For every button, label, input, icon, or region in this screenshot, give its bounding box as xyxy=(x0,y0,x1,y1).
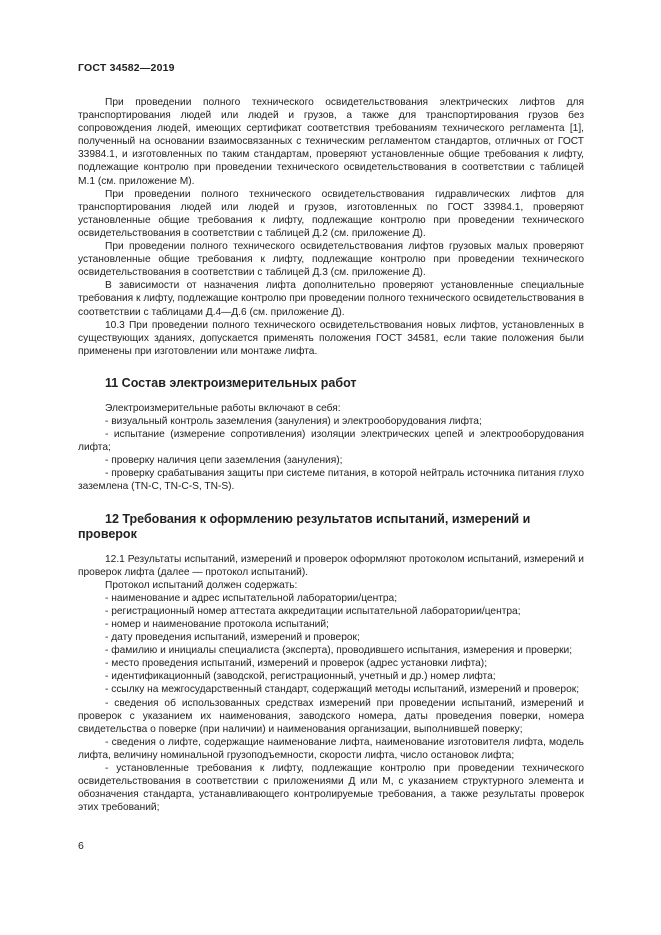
list-item: - проверку срабатывания защиты при системе питания, в которой нейтраль источника питания глухо заземлена (TN-C, TN-C-S, TN-S). xyxy=(78,468,584,493)
document-body xyxy=(78,96,584,814)
list-item: - место проведения испытаний, измерений и проверок (адрес установки лифта); xyxy=(105,658,488,670)
list-item: - сведения о лифте, содержащие наименование лифта, наименование изготовителя лифта, модель лифта, величину номинальной грузоподъемности, скорости лифта, число остановок лифта; xyxy=(78,736,584,761)
section-lead: Электроизмерительные работы включают в себя: xyxy=(105,402,341,414)
list-item: - проверку наличия цепи заземления (зануления); xyxy=(105,455,343,467)
list-item: - регистрационный номер аттестата аккредитации испытательной лаборатории/центра; xyxy=(105,605,521,617)
section-heading-12: 12 Требования к оформлению результатов испытаний, измерений и проверок xyxy=(78,511,531,541)
list-item: - установленные требования к лифту, подлежащие контролю при проведении технического освидетельствования в соответствии с приложениями Д или М, с указанием структурного элемента и обозначения стандарта, устанавливающего контролируемые требования, а также результаты проверок этих требований; xyxy=(78,763,584,814)
document-header: ГОСТ 34582—2019 xyxy=(78,62,175,74)
list-item: - сведения об использованных средствах измерений при проведении испытаний, измерений и проверок с указанием их наименования, заводского номера, даты проведения поверки, номера свидетельства о поверке (при наличии) и наименования организации, выполнившей поверку; xyxy=(78,697,584,735)
list-item: - идентификационный (заводской, регистрационный, учетный и др.) номер лифта; xyxy=(105,671,496,683)
paragraph: При проведении полного технического освидетельствования лифтов грузовых малых проверяют установленные общие требования к лифту, подлежащие контролю при проведении технического освидетельствования в соответствии с таблицей Д.3 (см. приложение Д). xyxy=(78,241,584,279)
page-number: 6 xyxy=(78,840,84,852)
section-lead: Протокол испытаний должен содержать: xyxy=(105,579,298,591)
list-item: - испытание (измерение сопротивления) изоляции электрических цепей и электрооборудования лифта; xyxy=(78,429,584,454)
list-item: - ссылку на межгосударственный стандарт, содержащий методы испытаний, измерений и проверок; xyxy=(105,684,580,696)
paragraph: 10.3 При проведении полного технического освидетельствования новых лифтов, установленных в существующих зданиях, допускается применять положения ГОСТ 34581, если такие положения были применены при изготовлении или монтаже лифта. xyxy=(78,319,584,357)
list-item: - визуальный контроль заземления (зануления) и электрооборудования лифта; xyxy=(105,415,482,427)
list-item: - номер и наименование протокола испытаний; xyxy=(105,619,329,630)
paragraph: При проведении полного технического освидетельствования электрических лифтов для транспортирования людей или людей и грузов, а также для транспортирования грузов без сопровождения людей, имеющих сертификат соответствия требованиям технического регламента [1], полученный на основании взаимосвязанных с техническим регламентом стандартов, отличных от ГОСТ 33984.1, и изготовленных по таким стандартам, проверяют установленные общие требования к лифту, подлежащие контролю при проведении технического освидетельствования в соответствии с таблицей М.1 (см. приложение М). xyxy=(78,97,584,187)
list-item: - наименование и адрес испытательной лаборатории/центра; xyxy=(105,592,398,604)
paragraph: 12.1 Результаты испытаний, измерений и проверок оформляют протоколом испытаний, измерений и проверок лифта (далее — протокол испытаний). xyxy=(78,553,584,578)
paragraph: При проведении полного технического освидетельствования гидравлических лифтов для транспортирования людей или людей и грузов, изготовленных по ГОСТ 33984.1, проверяют установленные общие требования к лифту, подлежащие контролю при проведении технического освидетельствования в соответствии с таблицей Д.2 (см. приложение Д). xyxy=(78,188,584,239)
section-heading-11: 11 Состав электроизмерительных работ xyxy=(105,375,357,390)
paragraph: В зависимости от назначения лифта дополнительно проверяют установленные специальные требования к лифту, подлежащие контролю при проведении полного технического освидетельствования в соответствии с таблицами Д.4—Д.6 (см. приложение Д). xyxy=(78,280,584,318)
list-item: - дату проведения испытаний, измерений и проверок; xyxy=(105,632,360,644)
list-item: - фамилию и инициалы специалиста (эксперта), проводившего испытания, измерения и проверки; xyxy=(105,645,573,657)
